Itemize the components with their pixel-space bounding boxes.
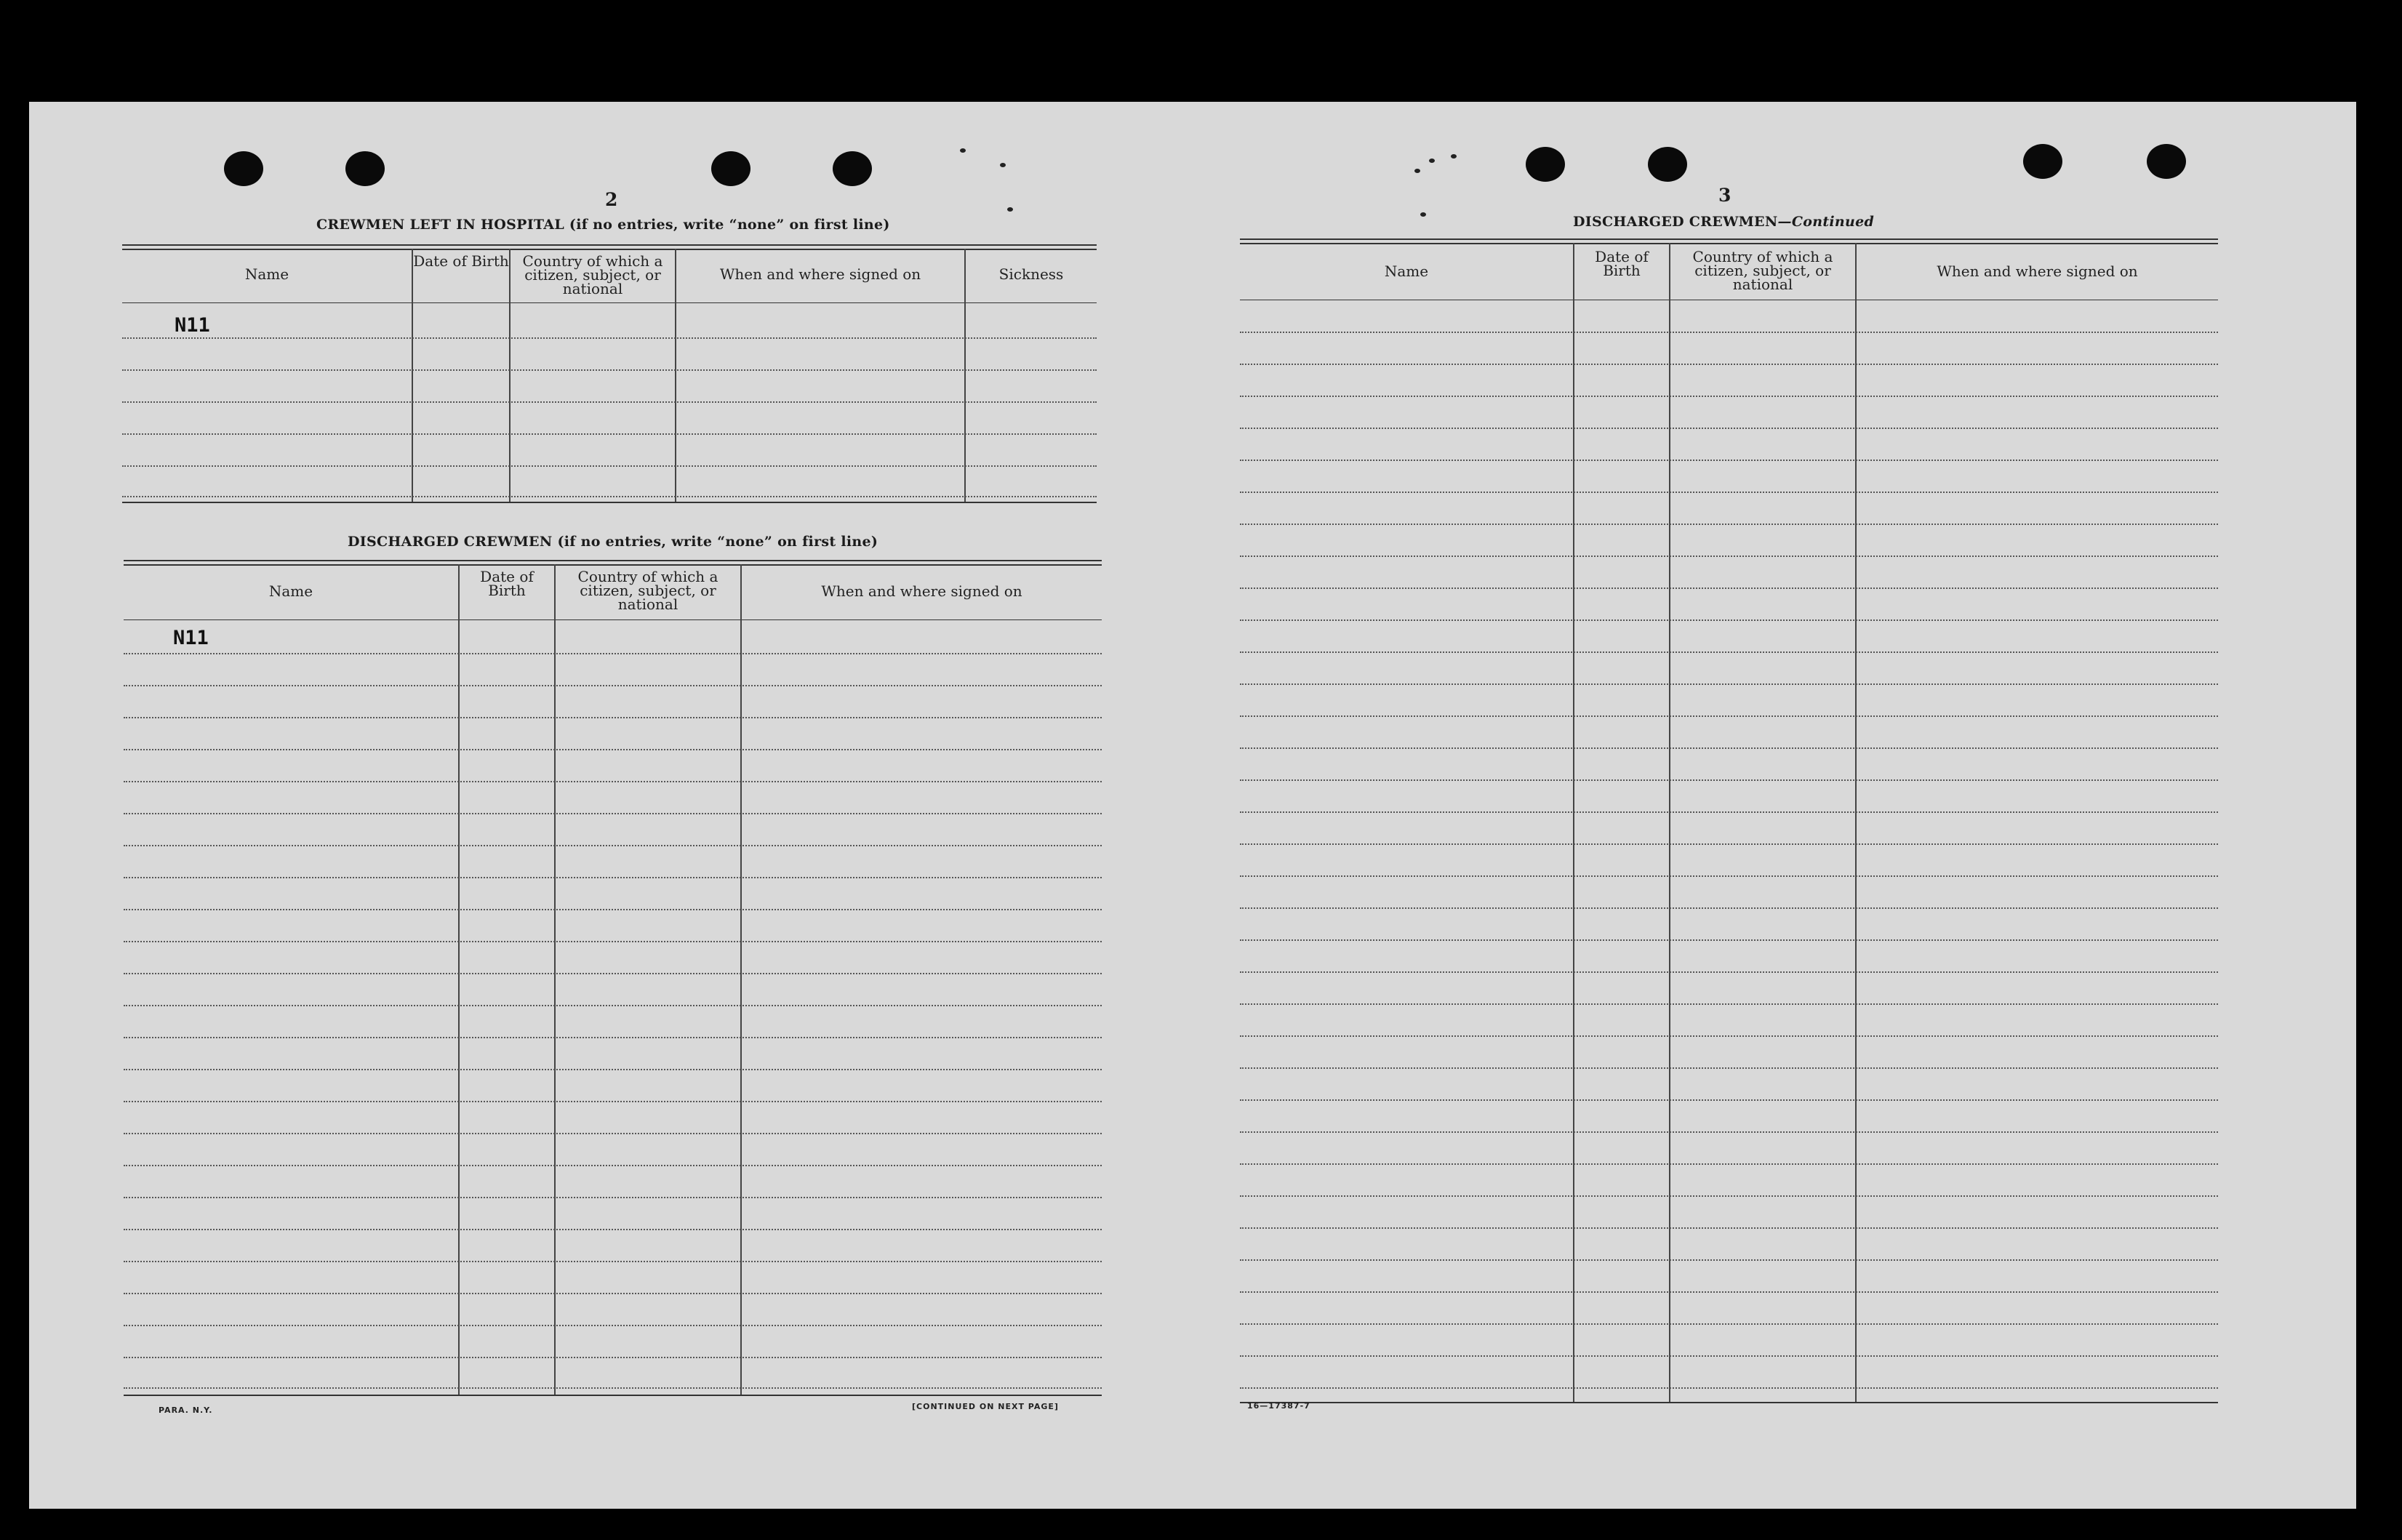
- page-number-left: 2: [605, 189, 618, 210]
- speck: [1007, 207, 1013, 212]
- table-row: [124, 973, 1102, 974]
- col-header-name: Name: [1384, 262, 1429, 280]
- document-sheet: [29, 102, 2356, 1509]
- table-row: [124, 813, 1102, 814]
- col-header-signed-on: When and where signed on: [1937, 262, 2138, 280]
- continued-suffix-text: —Continued: [1777, 214, 1875, 230]
- col-header-signed-on: When and where signed on: [821, 582, 1022, 600]
- table-row: [124, 781, 1102, 782]
- speck: [1414, 169, 1420, 173]
- table-row: [1240, 747, 2218, 749]
- hospital-title-text: CREWMEN LEFT IN HOSPITAL: [316, 217, 564, 233]
- table-row: [122, 496, 1097, 497]
- table-bottom-rule: [122, 502, 1097, 503]
- discharged-title-text: DISCHARGED CREWMEN: [348, 534, 553, 550]
- table-row: [1240, 556, 2218, 557]
- discharged-section-title: [348, 534, 878, 550]
- table-row: [1240, 907, 2218, 909]
- col-header-name: Name: [268, 582, 313, 600]
- table-row: [1240, 1131, 2218, 1133]
- table-row: [1240, 1323, 2218, 1325]
- discharged-continued-title: [1573, 214, 1874, 230]
- table-row: [122, 369, 1097, 371]
- hospital-note-text: (if no entries, write “none” on first line): [569, 217, 890, 233]
- table-top-rule: [124, 560, 1102, 561]
- table-row: [1240, 1227, 2218, 1229]
- table-row: [124, 1229, 1102, 1230]
- table-row: [1240, 492, 2218, 493]
- table-top-rule: [122, 244, 1097, 246]
- table-bottom-rule: [124, 1395, 1102, 1396]
- discharged-continued-table: [1240, 238, 2218, 1504]
- table-row: [1240, 1003, 2218, 1005]
- table-row: [124, 1387, 1102, 1389]
- column-divider: [458, 564, 460, 1395]
- table-row: [124, 909, 1102, 910]
- col-header-country: Country of which a citizen, subject, or national: [1692, 248, 1833, 293]
- col-header-name: Name: [244, 265, 289, 283]
- table-row: [1240, 1291, 2218, 1293]
- table-row: [124, 1261, 1102, 1262]
- table-row: [1240, 1099, 2218, 1101]
- table-row: [1240, 619, 2218, 621]
- table-row: [1240, 1259, 2218, 1261]
- hospital-section-title: [316, 217, 890, 233]
- column-divider: [554, 564, 556, 1395]
- col-header-dob: Date of Birth: [1595, 248, 1649, 279]
- table-row: [124, 845, 1102, 846]
- printer-mark: PARA. N.Y.: [159, 1405, 213, 1415]
- col-header-country: Country of which a citizen, subject, or national: [577, 568, 718, 613]
- continued-title-text: DISCHARGED CREWMEN: [1573, 214, 1778, 230]
- table-row: [1240, 1195, 2218, 1197]
- table-row: [124, 1037, 1102, 1038]
- table-bottom-rule: [1240, 1402, 2218, 1403]
- table-row: [122, 401, 1097, 403]
- table-row: [124, 653, 1102, 654]
- table-top-rule: [1240, 243, 2218, 244]
- table-row: [124, 1357, 1102, 1358]
- col-header-country: Country of which a citizen, subject, or national: [522, 252, 663, 297]
- table-row: [1240, 779, 2218, 781]
- table-row: [124, 1005, 1102, 1006]
- header-rule: [124, 619, 1102, 620]
- table-row: [1240, 460, 2218, 461]
- table-row: [124, 1133, 1102, 1134]
- speck: [960, 148, 966, 153]
- table-row: [124, 685, 1102, 686]
- hospital-table: [122, 244, 1097, 506]
- table-row: [124, 717, 1102, 718]
- table-row: [1240, 587, 2218, 589]
- table-row: [124, 749, 1102, 750]
- table-row: [124, 1325, 1102, 1326]
- table-row: [122, 433, 1097, 435]
- table-row: [124, 1293, 1102, 1294]
- table-row: [1240, 1067, 2218, 1069]
- form-number: 16—17387-7: [1247, 1401, 1310, 1411]
- table-row: [124, 1101, 1102, 1102]
- hospital-first-entry: N11: [175, 314, 210, 337]
- table-row: [1240, 524, 2218, 525]
- table-row: [1240, 811, 2218, 813]
- table-row: [122, 337, 1097, 339]
- discharged-first-entry: N11: [173, 627, 209, 649]
- header-rule: [122, 302, 1097, 303]
- table-row: [1240, 683, 2218, 685]
- punch-hole: [345, 151, 385, 186]
- table-row: [1240, 939, 2218, 941]
- punch-hole: [1648, 147, 1687, 182]
- punch-hole: [2023, 144, 2062, 179]
- speck: [1000, 163, 1006, 167]
- table-top-rule: [124, 564, 1102, 566]
- speck: [1451, 154, 1457, 159]
- table-row: [1240, 1387, 2218, 1389]
- table-row: [1240, 428, 2218, 429]
- table-row: [1240, 364, 2218, 365]
- table-row: [1240, 651, 2218, 653]
- speck: [1429, 159, 1435, 163]
- discharged-note-text: (if no entries, write “none” on first line): [557, 534, 878, 550]
- table-row: [1240, 875, 2218, 877]
- table-row: [1240, 1163, 2218, 1165]
- table-row: [1240, 971, 2218, 973]
- table-top-rule: [1240, 238, 2218, 240]
- column-divider: [740, 564, 742, 1395]
- punch-hole: [1526, 147, 1565, 182]
- col-header-sickness: Sickness: [998, 265, 1064, 283]
- table-row: [124, 1197, 1102, 1198]
- page-number-right: 3: [1718, 185, 1732, 206]
- col-header-dob: Date of Birth: [480, 568, 534, 599]
- col-header-dob: Date of Birth: [413, 252, 509, 270]
- table-row: [124, 1069, 1102, 1070]
- punch-hole: [711, 151, 750, 186]
- continued-note: [CONTINUED ON NEXT PAGE]: [912, 1402, 1059, 1411]
- punch-hole: [833, 151, 872, 186]
- table-row: [122, 465, 1097, 467]
- col-header-signed-on: When and where signed on: [719, 265, 921, 283]
- table-row: [1240, 396, 2218, 397]
- table-row: [1240, 1035, 2218, 1037]
- punch-hole: [2147, 144, 2186, 179]
- table-row: [124, 877, 1102, 878]
- discharged-table: [124, 560, 1102, 1498]
- table-row: [1240, 715, 2218, 717]
- table-row: [1240, 843, 2218, 845]
- table-row: [124, 1165, 1102, 1166]
- table-row: [1240, 332, 2218, 333]
- table-row: [124, 941, 1102, 942]
- table-row: [1240, 1355, 2218, 1357]
- speck: [1420, 212, 1426, 217]
- punch-hole: [224, 151, 263, 186]
- table-top-rule: [122, 249, 1097, 250]
